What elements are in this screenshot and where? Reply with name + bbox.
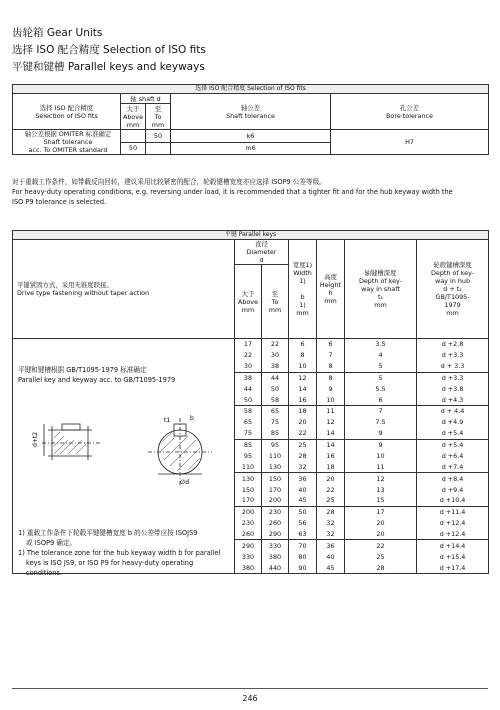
table-cell: d +3.3 bbox=[417, 350, 489, 361]
table-cell: 50 bbox=[235, 394, 262, 405]
table-cell: 8 bbox=[317, 372, 345, 383]
table-cell: 290 bbox=[262, 529, 289, 540]
table-cell: 45 bbox=[317, 562, 345, 573]
table-cell: 330 bbox=[262, 540, 289, 551]
table-cell: 28 bbox=[289, 450, 317, 461]
title-gear-units: 齿轮箱 Gear Units bbox=[12, 27, 103, 39]
table-cell: 95 bbox=[262, 439, 289, 450]
iso-r1-to: 50 bbox=[146, 130, 171, 143]
table-cell: 170 bbox=[262, 484, 289, 495]
keys-standard bbox=[18, 365, 175, 385]
iso-col-shaft-tol: 轴公差 Shaft tolerance bbox=[171, 94, 331, 130]
iso-col-bore-tol: 孔公差 Bore tolerance bbox=[331, 94, 489, 130]
table-cell: 22 bbox=[262, 339, 289, 350]
table-cell: 10 bbox=[317, 394, 345, 405]
table-cell: 12 bbox=[345, 473, 417, 484]
iso-fits-table bbox=[12, 84, 489, 155]
table-cell: 150 bbox=[262, 473, 289, 484]
table-cell: 8 bbox=[317, 361, 345, 372]
table-cell: d +5.4 bbox=[417, 428, 489, 439]
table-cell: 25 bbox=[317, 495, 345, 506]
table-cell: 63 bbox=[289, 529, 317, 540]
table-cell: 20 bbox=[317, 473, 345, 484]
table-cell: 22 bbox=[235, 350, 262, 361]
iso-row-label: 轴公差根据 OMITER 标准确定 Shaft tolerance acc. To OMITER standard bbox=[13, 130, 121, 155]
table-cell: 20 bbox=[345, 518, 417, 529]
table-cell: 70 bbox=[289, 540, 317, 551]
table-cell: 36 bbox=[289, 473, 317, 484]
fit-note bbox=[12, 177, 488, 207]
table-cell: 17 bbox=[345, 506, 417, 517]
table-cell: 230 bbox=[262, 506, 289, 517]
table-cell: 28 bbox=[317, 506, 345, 517]
table-cell: 130 bbox=[235, 473, 262, 484]
table-cell: 5 bbox=[345, 361, 417, 372]
keys-col-shaft-depth: 轴键槽深度 Depth of key- way in shaft t₁ mm bbox=[345, 240, 417, 339]
table-cell: 290 bbox=[235, 540, 262, 551]
fit-note-en1: For heavy-duty operating conditions, e.g. reversing under load, it is recommended that a tighter fit and for the hub keyway width the bbox=[12, 188, 453, 196]
keys-col-diameter: 直径 Diameter d bbox=[235, 240, 289, 265]
fit-note-en2: ISO P9 tolerance is selected. bbox=[12, 198, 107, 206]
table-cell: 16 bbox=[289, 394, 317, 405]
table-cell: d + 4.4 bbox=[417, 406, 489, 417]
table-cell: d +3.3 bbox=[417, 372, 489, 383]
table-cell: 40 bbox=[289, 484, 317, 495]
table-cell: 14 bbox=[289, 383, 317, 394]
footer-rule bbox=[12, 688, 488, 689]
table-cell: 18 bbox=[317, 462, 345, 473]
table-cell: 260 bbox=[262, 518, 289, 529]
iso-col-above: 大于 Above mm bbox=[121, 104, 146, 130]
table-cell: 16 bbox=[317, 450, 345, 461]
table-cell: 95 bbox=[235, 450, 262, 461]
table-cell: 85 bbox=[262, 428, 289, 439]
table-cell: 13 bbox=[345, 484, 417, 495]
table-cell: 9 bbox=[345, 428, 417, 439]
table-cell: 8 bbox=[289, 350, 317, 361]
dim-d: ∅d bbox=[180, 479, 190, 486]
table-cell: 20 bbox=[289, 417, 317, 428]
table-cell: 200 bbox=[262, 495, 289, 506]
table-cell: 440 bbox=[262, 562, 289, 573]
table-cell: 44 bbox=[235, 383, 262, 394]
iso-r2-tol: m6 bbox=[171, 142, 331, 155]
table-cell: 9 bbox=[317, 383, 345, 394]
table-cell: 5.5 bbox=[345, 383, 417, 394]
table-cell: 3.5 bbox=[345, 339, 417, 350]
title-parallel-keys: 平键和键槽 Parallel keys and keyways bbox=[12, 61, 205, 73]
table-cell: d +17.4 bbox=[417, 562, 489, 573]
table-cell: 200 bbox=[235, 506, 262, 517]
table-cell: 9 bbox=[345, 439, 417, 450]
table-cell: 110 bbox=[235, 462, 262, 473]
table-cell: 330 bbox=[235, 551, 262, 562]
fit-note-cn: 对于重载工作条件，如带载反向回转，建议采用比较紧密的配合，轮毂键槽宽度亦应选择 ISOP9 公差等级。 bbox=[12, 178, 326, 186]
table-cell: 22 bbox=[345, 540, 417, 551]
table-cell: 38 bbox=[262, 361, 289, 372]
table-cell: 56 bbox=[289, 518, 317, 529]
keys-col-above: 大于 Above mm bbox=[235, 265, 262, 339]
table-cell: 150 bbox=[235, 484, 262, 495]
keys-footnote bbox=[18, 528, 220, 578]
iso-bore-value: H7 bbox=[331, 130, 489, 155]
table-cell: 5 bbox=[345, 372, 417, 383]
table-cell: 7 bbox=[345, 406, 417, 417]
footnote-line3: 1) The tolerance zone for the hub keyway width b for parallel bbox=[18, 549, 221, 557]
iso-r2-to bbox=[146, 142, 171, 155]
footnote-line4: keys is ISO JS9, or ISO P9 for heavy-duty operating bbox=[26, 559, 194, 567]
iso-table-banner: 选择 ISO 配合精度 Selection of ISO fits bbox=[13, 85, 489, 94]
table-cell: 45 bbox=[289, 495, 317, 506]
table-cell: 32 bbox=[317, 529, 345, 540]
keys-col-to: 至 To mm bbox=[262, 265, 289, 339]
table-cell: 12 bbox=[317, 417, 345, 428]
table-cell: 36 bbox=[317, 540, 345, 551]
table-cell: 22 bbox=[317, 484, 345, 495]
page-number: 246 bbox=[242, 694, 258, 703]
table-cell: 12 bbox=[289, 372, 317, 383]
table-cell: 40 bbox=[317, 551, 345, 562]
footnote-line1: 1) 重载工作条件下轮毂平键键槽宽度 b 的公差带应按 ISOJS9 bbox=[18, 529, 198, 537]
table-cell: 14 bbox=[317, 439, 345, 450]
table-cell: 11 bbox=[317, 406, 345, 417]
table-cell: 130 bbox=[262, 462, 289, 473]
table-cell: d +8.4 bbox=[417, 473, 489, 484]
table-cell: 380 bbox=[235, 562, 262, 573]
table-cell: 6 bbox=[289, 339, 317, 350]
table-cell: d +10.4 bbox=[417, 495, 489, 506]
iso-col-to: 至 To mm bbox=[146, 104, 171, 130]
table-cell: 6 bbox=[317, 339, 345, 350]
table-cell: 32 bbox=[317, 518, 345, 529]
table-cell: 80 bbox=[289, 551, 317, 562]
table-cell: d +9.4 bbox=[417, 484, 489, 495]
table-cell: d + 3.3 bbox=[417, 361, 489, 372]
table-cell: 110 bbox=[262, 450, 289, 461]
iso-r1-tol: k6 bbox=[171, 130, 331, 143]
table-cell: 25 bbox=[289, 439, 317, 450]
table-cell: 50 bbox=[289, 506, 317, 517]
keys-table-banner: 平键 Parallel keys bbox=[13, 231, 489, 240]
table-cell: 380 bbox=[262, 551, 289, 562]
table-cell: 6 bbox=[345, 394, 417, 405]
table-cell: 170 bbox=[235, 495, 262, 506]
table-cell: d +2.8 bbox=[417, 339, 489, 350]
table-cell: 10 bbox=[289, 361, 317, 372]
keys-fastening: 平键紧固方式，采用无锥度联接。 Drive type fastening without taper action bbox=[13, 240, 235, 339]
table-cell: 58 bbox=[262, 394, 289, 405]
dim-b: b bbox=[190, 415, 194, 422]
table-row bbox=[13, 339, 489, 350]
keyway-drawing bbox=[30, 408, 220, 496]
table-cell: d +15.4 bbox=[417, 551, 489, 562]
table-cell: d +14.4 bbox=[417, 540, 489, 551]
table-cell: 65 bbox=[262, 406, 289, 417]
table-cell: 18 bbox=[289, 406, 317, 417]
table-cell: d +4.3 bbox=[417, 394, 489, 405]
table-cell: 28 bbox=[345, 562, 417, 573]
table-cell: 65 bbox=[235, 417, 262, 428]
table-cell: 38 bbox=[235, 372, 262, 383]
table-cell: d +12.4 bbox=[417, 518, 489, 529]
footnote-line2: 或 ISOP9 确定。 bbox=[26, 539, 77, 547]
table-cell: 25 bbox=[345, 551, 417, 562]
table-cell: 15 bbox=[345, 495, 417, 506]
iso-col-shaft-d: 轴 shaft d bbox=[121, 94, 171, 104]
keys-standard-en: Parallel key and keyway acc. to GB/T1095-1979 bbox=[18, 376, 176, 384]
footnote-line5: conditions. bbox=[26, 569, 63, 577]
table-cell: 85 bbox=[235, 439, 262, 450]
table-cell: 260 bbox=[235, 529, 262, 540]
table-cell: d +6.4 bbox=[417, 450, 489, 461]
table-cell: 90 bbox=[289, 562, 317, 573]
table-cell: 11 bbox=[345, 462, 417, 473]
table-cell: 32 bbox=[289, 462, 317, 473]
keys-col-width: 宽度1) Width 1) b 1) mm bbox=[289, 240, 317, 339]
table-cell: 20 bbox=[345, 529, 417, 540]
table-cell: 30 bbox=[262, 350, 289, 361]
dim-t1: t1 bbox=[164, 417, 171, 424]
table-cell: 44 bbox=[262, 372, 289, 383]
table-cell: 22 bbox=[289, 428, 317, 439]
table-cell: 17 bbox=[235, 339, 262, 350]
parallel-keys-table bbox=[12, 230, 489, 574]
iso-r2-above: 50 bbox=[121, 142, 146, 155]
table-cell: 50 bbox=[262, 383, 289, 394]
iso-r1-above bbox=[121, 130, 146, 143]
table-cell: 30 bbox=[235, 361, 262, 372]
table-cell: 230 bbox=[235, 518, 262, 529]
table-cell: 75 bbox=[235, 428, 262, 439]
table-cell: 7 bbox=[317, 350, 345, 361]
table-cell: d +3.8 bbox=[417, 383, 489, 394]
dim-dt2: d+t2 bbox=[32, 431, 39, 447]
keys-col-height: 高度 Height h mm bbox=[317, 240, 345, 339]
table-cell: d +11.4 bbox=[417, 506, 489, 517]
table-cell: 7.5 bbox=[345, 417, 417, 428]
table-cell: 4 bbox=[345, 350, 417, 361]
table-cell: d +4.9 bbox=[417, 417, 489, 428]
keys-standard-cn: 平键和键槽根据 GB/T1095-1979 标准确定 bbox=[18, 366, 147, 374]
table-cell: 10 bbox=[345, 450, 417, 461]
table-cell: 14 bbox=[317, 428, 345, 439]
table-cell: 58 bbox=[235, 406, 262, 417]
keys-col-hub-depth: 轮毂键槽深度 Depth of key- way in hub d + t₂ GB/T1095- 1979 mm bbox=[417, 240, 489, 339]
table-cell: d +5.4 bbox=[417, 439, 489, 450]
table-cell: d +12.4 bbox=[417, 529, 489, 540]
iso-col-selection: 选择 ISO 配合精度 Selection of ISO fits bbox=[13, 94, 121, 130]
table-cell: d +7.4 bbox=[417, 462, 489, 473]
table-cell: 75 bbox=[262, 417, 289, 428]
title-iso-fits: 选择 ISO 配合精度 Selection of ISO fits bbox=[12, 44, 206, 56]
